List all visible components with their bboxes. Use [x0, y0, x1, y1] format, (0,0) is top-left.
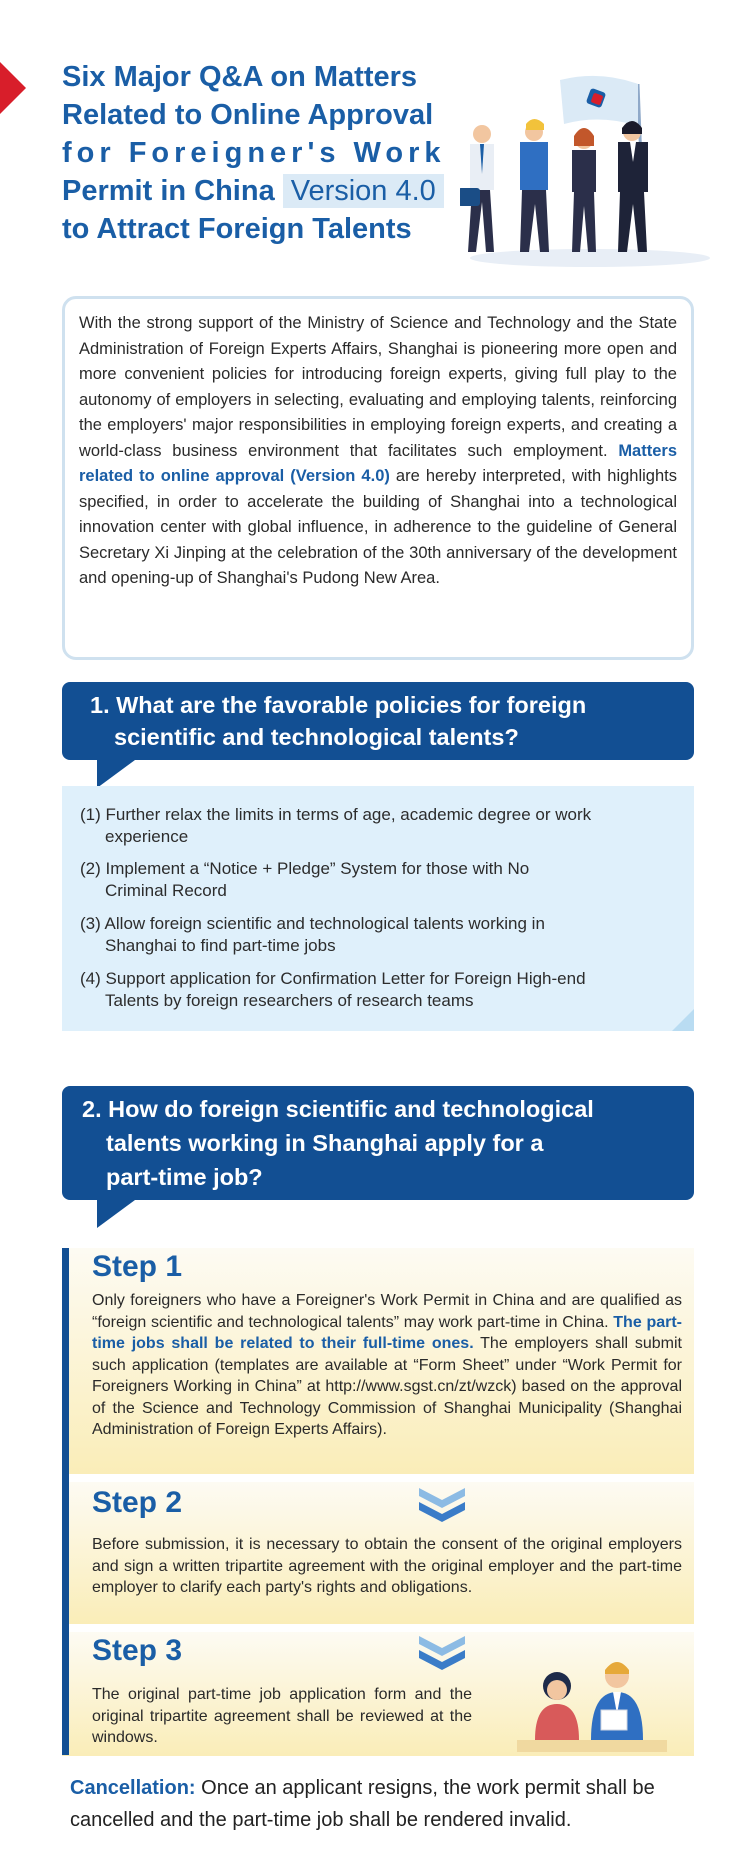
intro-text-part2: are hereby interpreted, with highlights specified, in order to accelerate the building of Shanghai into a technological innovation center with global influence, in adherence to the guideline of General Secretary Xi Jinping at the celebration of the 30th anniversary of the development and opening-up of Shanghai's Pudong New Area.: [79, 467, 677, 587]
step-2-text: Before submission, it is necessary to obtain the consent of the original employers and sign a written tripartite agreement with the original employer and the part-time employer to clarify each party's rights and obligations.: [92, 1536, 682, 1596]
step-1-card: [62, 1248, 694, 1474]
step-3-text: The original part-time job application form and the original tripartite agreement shall be reviewed at the windows.: [92, 1686, 472, 1746]
list-item: [80, 968, 670, 1012]
cancellation-note: [70, 1772, 690, 1836]
step-1-text: [92, 1290, 682, 1441]
page-title: [62, 58, 462, 248]
list-item-line: (2) Implement a “Notice + Pledge” System for those with No: [80, 859, 530, 878]
list-item-line: (3) Allow foreign scientific and technological talents working in: [80, 914, 545, 933]
list-item: [80, 913, 670, 957]
folded-corner: [672, 1009, 694, 1031]
intro-paragraph: [79, 311, 677, 592]
chevron-down-icon: [417, 1632, 467, 1672]
list-item-line: experience: [105, 827, 189, 846]
step-2-title: Step 2: [92, 1486, 183, 1519]
banner-tail: [97, 1200, 135, 1228]
step-1-text-part2: The employers shall submit such application (templates are available at “Form Sheet” under “Work Permit for Foreigners Working in China” at http://www.sgst.cn/zt/wzck) based on the approval of the Science and Technology Commission of Shanghai Municipality (Shanghai Administration of Foreign Experts Affairs).: [92, 1335, 682, 1438]
question-2-heading-line-2: talents working in Shanghai apply for a: [106, 1130, 544, 1156]
step-2-card: [62, 1482, 694, 1624]
intro-box: [62, 296, 694, 660]
step-1-title: Step 1: [92, 1250, 183, 1283]
question-1-heading-line-2: scientific and technological talents?: [114, 724, 519, 750]
title-line-5: to Attract Foreign Talents: [62, 213, 412, 245]
question-1-answer-box: [62, 786, 694, 1031]
step-1-text-part1: Only foreigners who have a Foreigner's Work Permit in China and are qualified as “foreign scientific and technological talents” may work part-time in China.: [92, 1292, 682, 1331]
list-item-line: Talents by foreign researchers of research teams: [105, 991, 474, 1010]
step-1-highlight: The part-time jobs shall be related to their full-time ones.: [92, 1313, 682, 1352]
list-item-line: Criminal Record: [105, 881, 227, 900]
red-arrow-marker: [0, 62, 26, 114]
people-with-flag-illustration: [460, 70, 720, 270]
list-item: [80, 804, 670, 848]
title-line-3: for Foreigner's Work: [62, 137, 446, 169]
list-item-line: (4) Support application for Confirmation Letter for Foreign High-end: [80, 969, 586, 988]
step-3-card: [62, 1632, 694, 1756]
chevron-down-icon: [417, 1484, 467, 1524]
question-2-banner: [62, 1086, 694, 1200]
intro-highlight: Matters related to online approval (Version 4.0): [79, 441, 677, 485]
title-line-2: Related to Online Approval: [62, 99, 434, 131]
steps-timeline-bar: [62, 1248, 69, 1755]
officials-illustration: [517, 1652, 667, 1752]
intro-text-part1: With the strong support of the Ministry of Science and Technology and the State Administration of Foreign Experts Affairs, Shanghai is pioneering more open and more convenient policies for introducing foreign experts, giving full play to the autonomy of employers in selecting, evaluating and employing talents, reinforcing the employers' major responsibilities in employing foreign experts, and creating a world-class business environment that facilitates such employment.: [79, 314, 677, 460]
question-2-heading-line-3: part-time job?: [106, 1164, 263, 1190]
banner-tail: [97, 760, 135, 788]
title-line-4: Permit in China: [62, 175, 275, 207]
cancellation-label: Cancellation:: [70, 1777, 196, 1799]
list-item-line: (1) Further relax the limits in terms of age, academic degree or work: [80, 805, 592, 824]
question-1-heading-line-1: 1. What are the favorable policies for foreign: [90, 692, 587, 718]
list-item-line: Shanghai to find part-time jobs: [105, 936, 336, 955]
cancellation-text: Once an applicant resigns, the work permit shall be cancelled and the part-time job shall be rendered invalid.: [70, 1777, 655, 1831]
question-1-banner: [62, 682, 694, 760]
question-2-heading-line-1: 2. How do foreign scientific and technological: [82, 1096, 594, 1122]
step-3-title: Step 3: [92, 1634, 183, 1667]
title-line-1: Six Major Q&A on Matters: [62, 61, 418, 93]
version-badge: Version 4.0: [283, 174, 444, 208]
list-item: [80, 858, 670, 902]
